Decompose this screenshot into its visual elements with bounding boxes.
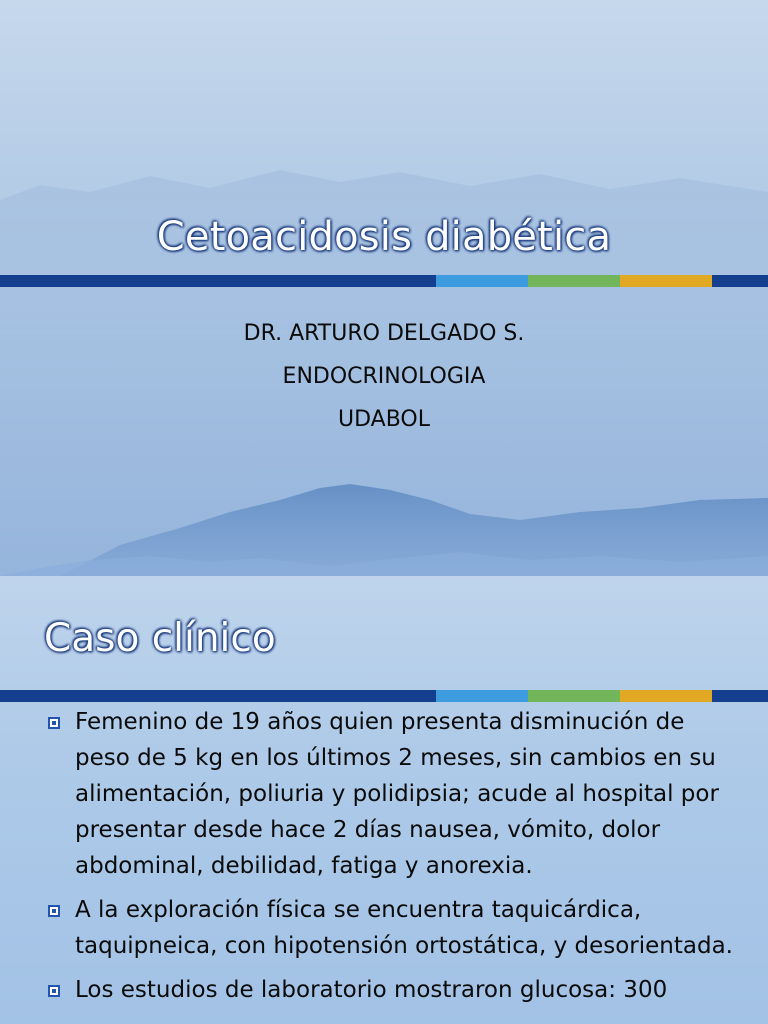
case-accent-stripe	[0, 690, 768, 702]
bullet-text: Femenino de 19 años quien presenta disminución de peso de 5 kg en los últimos 2 meses, sin cambios en su alimentación, poliuria y polidipsia; acude al hospital por presentar desde hace 2 días nausea, vómito, dolor abdominal, debilidad, fatiga y anorexia.	[75, 709, 719, 879]
stripe-gold	[620, 275, 712, 287]
bullet-text: Los estudios de laboratorio mostraron glucosa: 300	[75, 977, 668, 1003]
case-slide	[0, 576, 768, 1024]
stripe-navy-right	[712, 690, 768, 702]
case-title: Caso clínico	[44, 616, 276, 661]
case-bullet-list	[48, 704, 738, 1016]
stripe-navy-left	[0, 690, 436, 702]
stripe-blue	[436, 275, 528, 287]
square-bullet-icon	[48, 717, 60, 729]
author-name: DR. ARTURO DELGADO S.	[243, 321, 525, 346]
stripe-blue	[436, 690, 528, 702]
bullet-text: A la exploración física se encuentra taquicárdica, taquipneica, con hipotensión ortostática, y desorientada.	[75, 897, 733, 959]
square-bullet-icon	[48, 905, 60, 917]
list-item	[48, 972, 738, 1008]
department-name: ENDOCRINOLOGIA	[282, 364, 486, 389]
list-item	[48, 704, 738, 884]
square-bullet-icon	[48, 985, 60, 997]
stripe-green	[528, 275, 620, 287]
title-accent-stripe	[0, 275, 768, 287]
list-item	[48, 892, 738, 964]
stripe-green	[528, 690, 620, 702]
presentation-title: Cetoacidosis diabética	[156, 214, 612, 260]
stripe-gold	[620, 690, 712, 702]
stripe-navy-right	[712, 275, 768, 287]
institution-name: UDABOL	[338, 407, 430, 432]
stripe-navy-left	[0, 275, 436, 287]
